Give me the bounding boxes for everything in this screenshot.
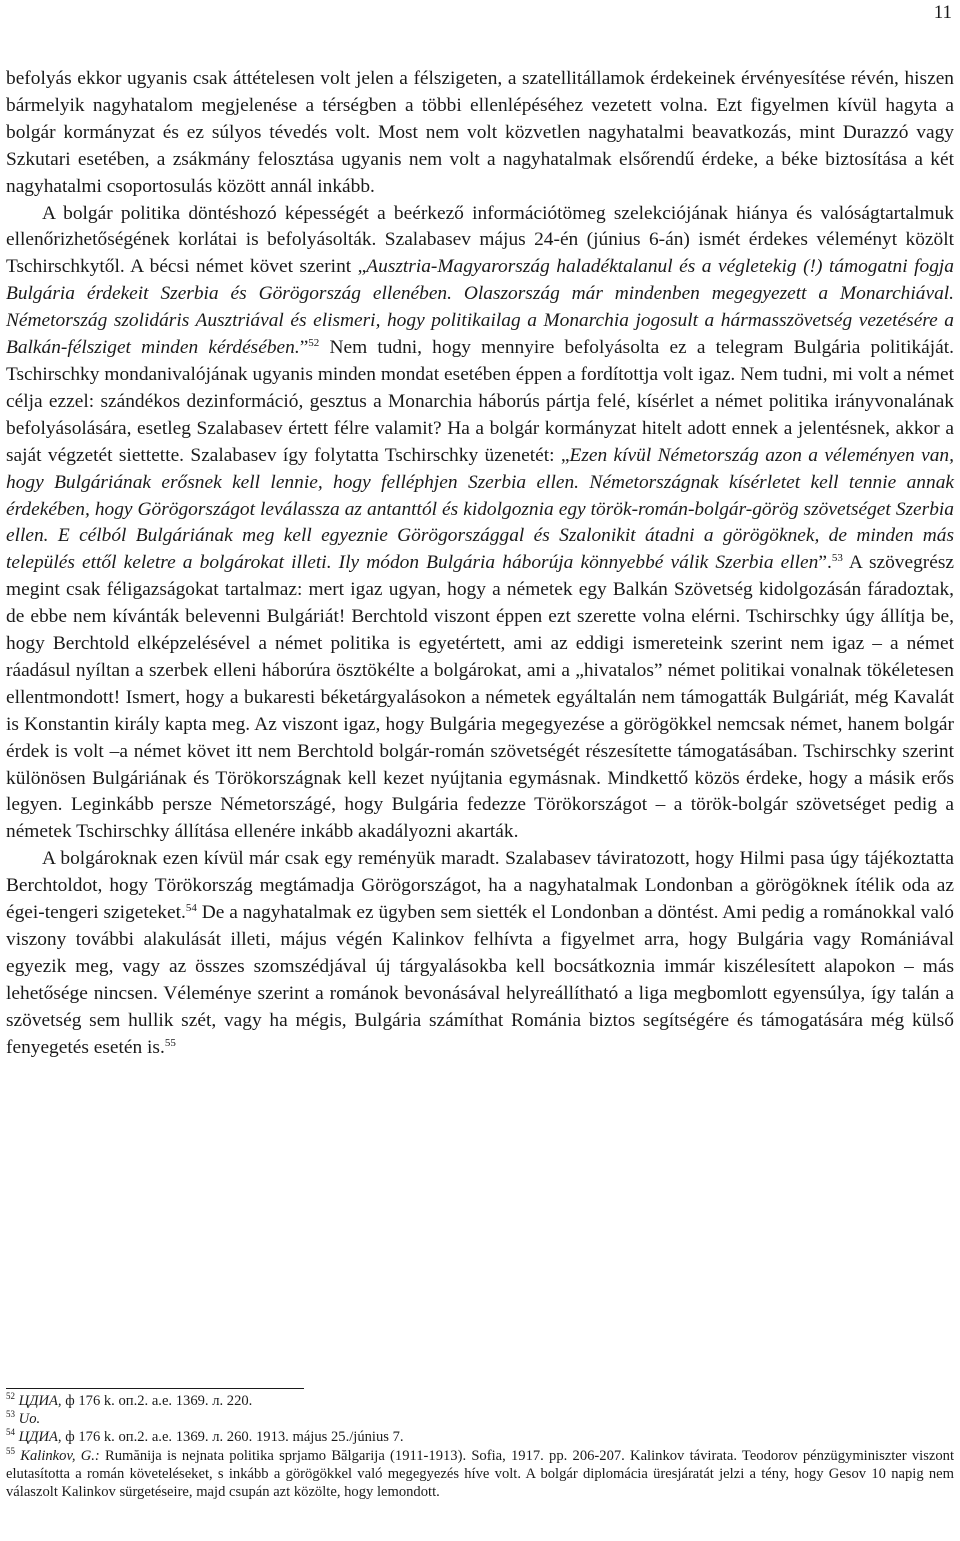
footnote-item [6, 1392, 954, 1410]
footnote-item [6, 1428, 954, 1446]
footnote-marker: 53 [6, 1409, 15, 1420]
footnote-marker: 54 [185, 902, 197, 915]
italic-quote-text: ЦДИА, [18, 1429, 62, 1446]
text-run: Rumănija is nejnata politika sprjamo Bălgarija (1911-1913). Sofia, 1917. pp. 206-207. Kalinkov távirata. Teodorov pénzügyminiszter viszont elutasította a román követeléseket, s inkább a görögökkel való megegyezés híve volt. A bolgár diplomácia üresjáratát jelzi a tény, hogy Gesov 10 napig nem válaszolt Kalinkov sürgetéseire, majd csupán azt közölte, hogy lemondott. [6, 1447, 955, 1501]
text-run: A bolgár politika döntéshozó képességét a beérkező információtömeg szelekciójának hiánya és valóságtartalmuk ellenőrizhetőségének korlátai is befolyásolták. Szalabasev május 24-én (június 6-án) ismét érdekes véleményt közölt Tschirschkytől. A bécsi német követ szerint „ [6, 202, 954, 278]
footnote-divider [6, 1388, 304, 1389]
text-run: ”. [818, 552, 832, 574]
footnote-marker: 53 [831, 552, 843, 565]
text-run: ф 176 k. оп.2. a.e. 1369. л. 260. 1913. május 25./június 7. [61, 1429, 404, 1446]
italic-quote-text: ЦДИА, [18, 1393, 62, 1409]
footnote-marker: 52 [308, 337, 320, 350]
body-paragraph [6, 201, 954, 847]
text-run: ” [299, 337, 309, 359]
footnote-marker: 52 [6, 1391, 15, 1401]
italic-quote-text: Kalinkov, G.: [20, 1447, 100, 1464]
italic-quote-text: Ausztria-Magyarország haladéktalanul és a végletekig (!) támogatni fogja Bulgária érdekeit Szerbia és Görögország ellenében. Olaszország már mindenben megegyezett a Monarchiával. Németország szolidáris Ausztriával és elismeri, hogy politikailag a Monarchia jogosult a hármasszövetség vezetésére a Balkán-félsziget minden kérdésében. [6, 256, 955, 359]
page-number: 11 [933, 2, 952, 23]
body-paragraph [6, 66, 954, 201]
text-run: Nem tudni, hogy mennyire befolyásolta ez a telegram Bulgária politikáját. Tschirschky mondanivalójának ugyanis minden mondat esetében éppen a fordítottja volt igaz. Nem tudni, mi volt a német célja ezzel: szándékos dezinformáció, gesztus a Monarchia háborús pártja felé, kísérlet a német politika irányvonalának befolyásolására, esetleg Szalabasev értett félre valamit? Ha a bolgár kormányzat hitelt adott ennek a jelentésnek, akkor a saját végzetét siettette. Szalabasev így folytatta Tschirschky üzenetét: „ [6, 337, 954, 466]
footnote-marker: 55 [164, 1036, 176, 1049]
text-run: befolyás ekkor ugyanis csak áttételesen volt jelen a félszigeten, a szatellitállamok érdekeinek érvényesítése révén, hiszen bármelyik nagyhatalom megjelenése a térségben a többi ellenlépéséhez vezetett volna. Ezt figyelmen kívül hagyta a bolgár kormányzat és ez súlyos tévedés volt. Most nem volt közvetlen nagyhatalmi beavatkozás, mint Durazzó vagy Szkutari esetében, a zsákmány felosztása ugyanis nem volt a nagyhatalmak elsőrendű érdeke, a béke biztosítása a két nagyhatalmi csoportosulás között annál inkább. [6, 68, 954, 197]
body-paragraph [6, 846, 954, 1061]
footnote-marker: 55 [6, 1445, 15, 1456]
text-run: De a nagyhatalmak ez ügyben sem siették el Londonban a döntést. Ami pedig a románokkal való viszony további alakulását illeti, május végén Kalinkov felhívta a figyelmet arra, hogy Bulgária vagy Romániával egyezik meg, vagy az összes szomszédjával új tárgyalásokba kell bocsátkoznia immár kiszélesített alapokon – más lehetősége nincsen. Véleménye szerint a románok bevonásával helyreállítható a liga megbomlott egyensúlya, így talán a szövetség sem hullik szét, vagy ha mégis, Bulgária számíthat Románia biztos segítségére és támogatására még külső fenyegetés esetén is. [6, 902, 955, 1058]
footnote-item [6, 1410, 954, 1428]
italic-quote-text: Ezen kívül Németország azon a véleményen van, hogy Bulgáriának erősnek kell lennie, hogy felléphjen Szerbia ellen. Németországnak kísérletet kell tennie annak érdekében, hogy Görögországot leválassza az antanttól és kidolgoznia egy török-román-bolgár-görög szövetséget Szerbia ellen. E célból Bulgáriának meg kell egyeznie Görögországgal és Szalonikit átadni a görögöknek, de minden más település ettől keletre a bolgárokat illeti. Ily módon Bulgária háborúja könnyebbé válik Szerbia ellen [6, 444, 954, 574]
text-run: ф 176 k. оп.2. a.e. 1369. л. 220. [61, 1393, 253, 1409]
body-text [6, 66, 954, 1062]
text-run: A szövegrész megint csak féligazságokat tartalmaz: mert igaz ugyan, hogy a németek egy Balkán Szövetség kidolgozásán fáradoztak, de ebbe nem kívánták belevenni Bulgáriát! Berchtold viszont éppen ezt szerette volna elérni. Tschirschky úgy állítja be, hogy Berchtold elképzelésével a német politika is egyetértett, ami az eddigi ismereteink szerint nem igaz – a német ráadásul nyíltan a szerbek elleni háborúra ösztökélte a bolgárokat, ami a „hivatalos” német politikai vonalnak tökéletesen ellentmondott! Ismert, hogy a bukaresti béketárgyalásokon a németek egyáltalán nem támogatták Bulgáriát, még Kavalát is Konstantin király kapta meg. Az viszont igaz, hogy Bulgária megegyezése a görögökkel nemcsak német, hanem bolgár érdek is volt –a német követ itt nem Berchtold bolgár-román szövetségét részesítette támogatásában. Tschirschky szerint különösen Bulgáriának és Törökországnak kell kezet nyújtania egymásnak. Mindkettő közös érdeke, hogy a másik erős legyen. Leginkább persze Németországé, hogy Bulgária fedezze Törökországot – a török-bolgár szövetséget pedig a németek Tschirschky állítása ellenére inkább akadályozni akarták. [6, 552, 955, 843]
footnote-item [6, 1447, 954, 1502]
footnotes [6, 1392, 954, 1501]
italic-quote-text: Uo. [18, 1411, 41, 1428]
footnote-marker: 54 [6, 1427, 15, 1438]
text-run: A bolgároknak ezen kívül már csak egy reményük maradt. Szalabasev táviratozott, hogy Hilmi pasa úgy tájékoztatta Berchtoldot, hogy Törökország megtámadja Görögországot, ha a nagyhatalmak Londonban a görögöknek ítélik oda az égei-tengeri szigeteket. [6, 848, 954, 924]
